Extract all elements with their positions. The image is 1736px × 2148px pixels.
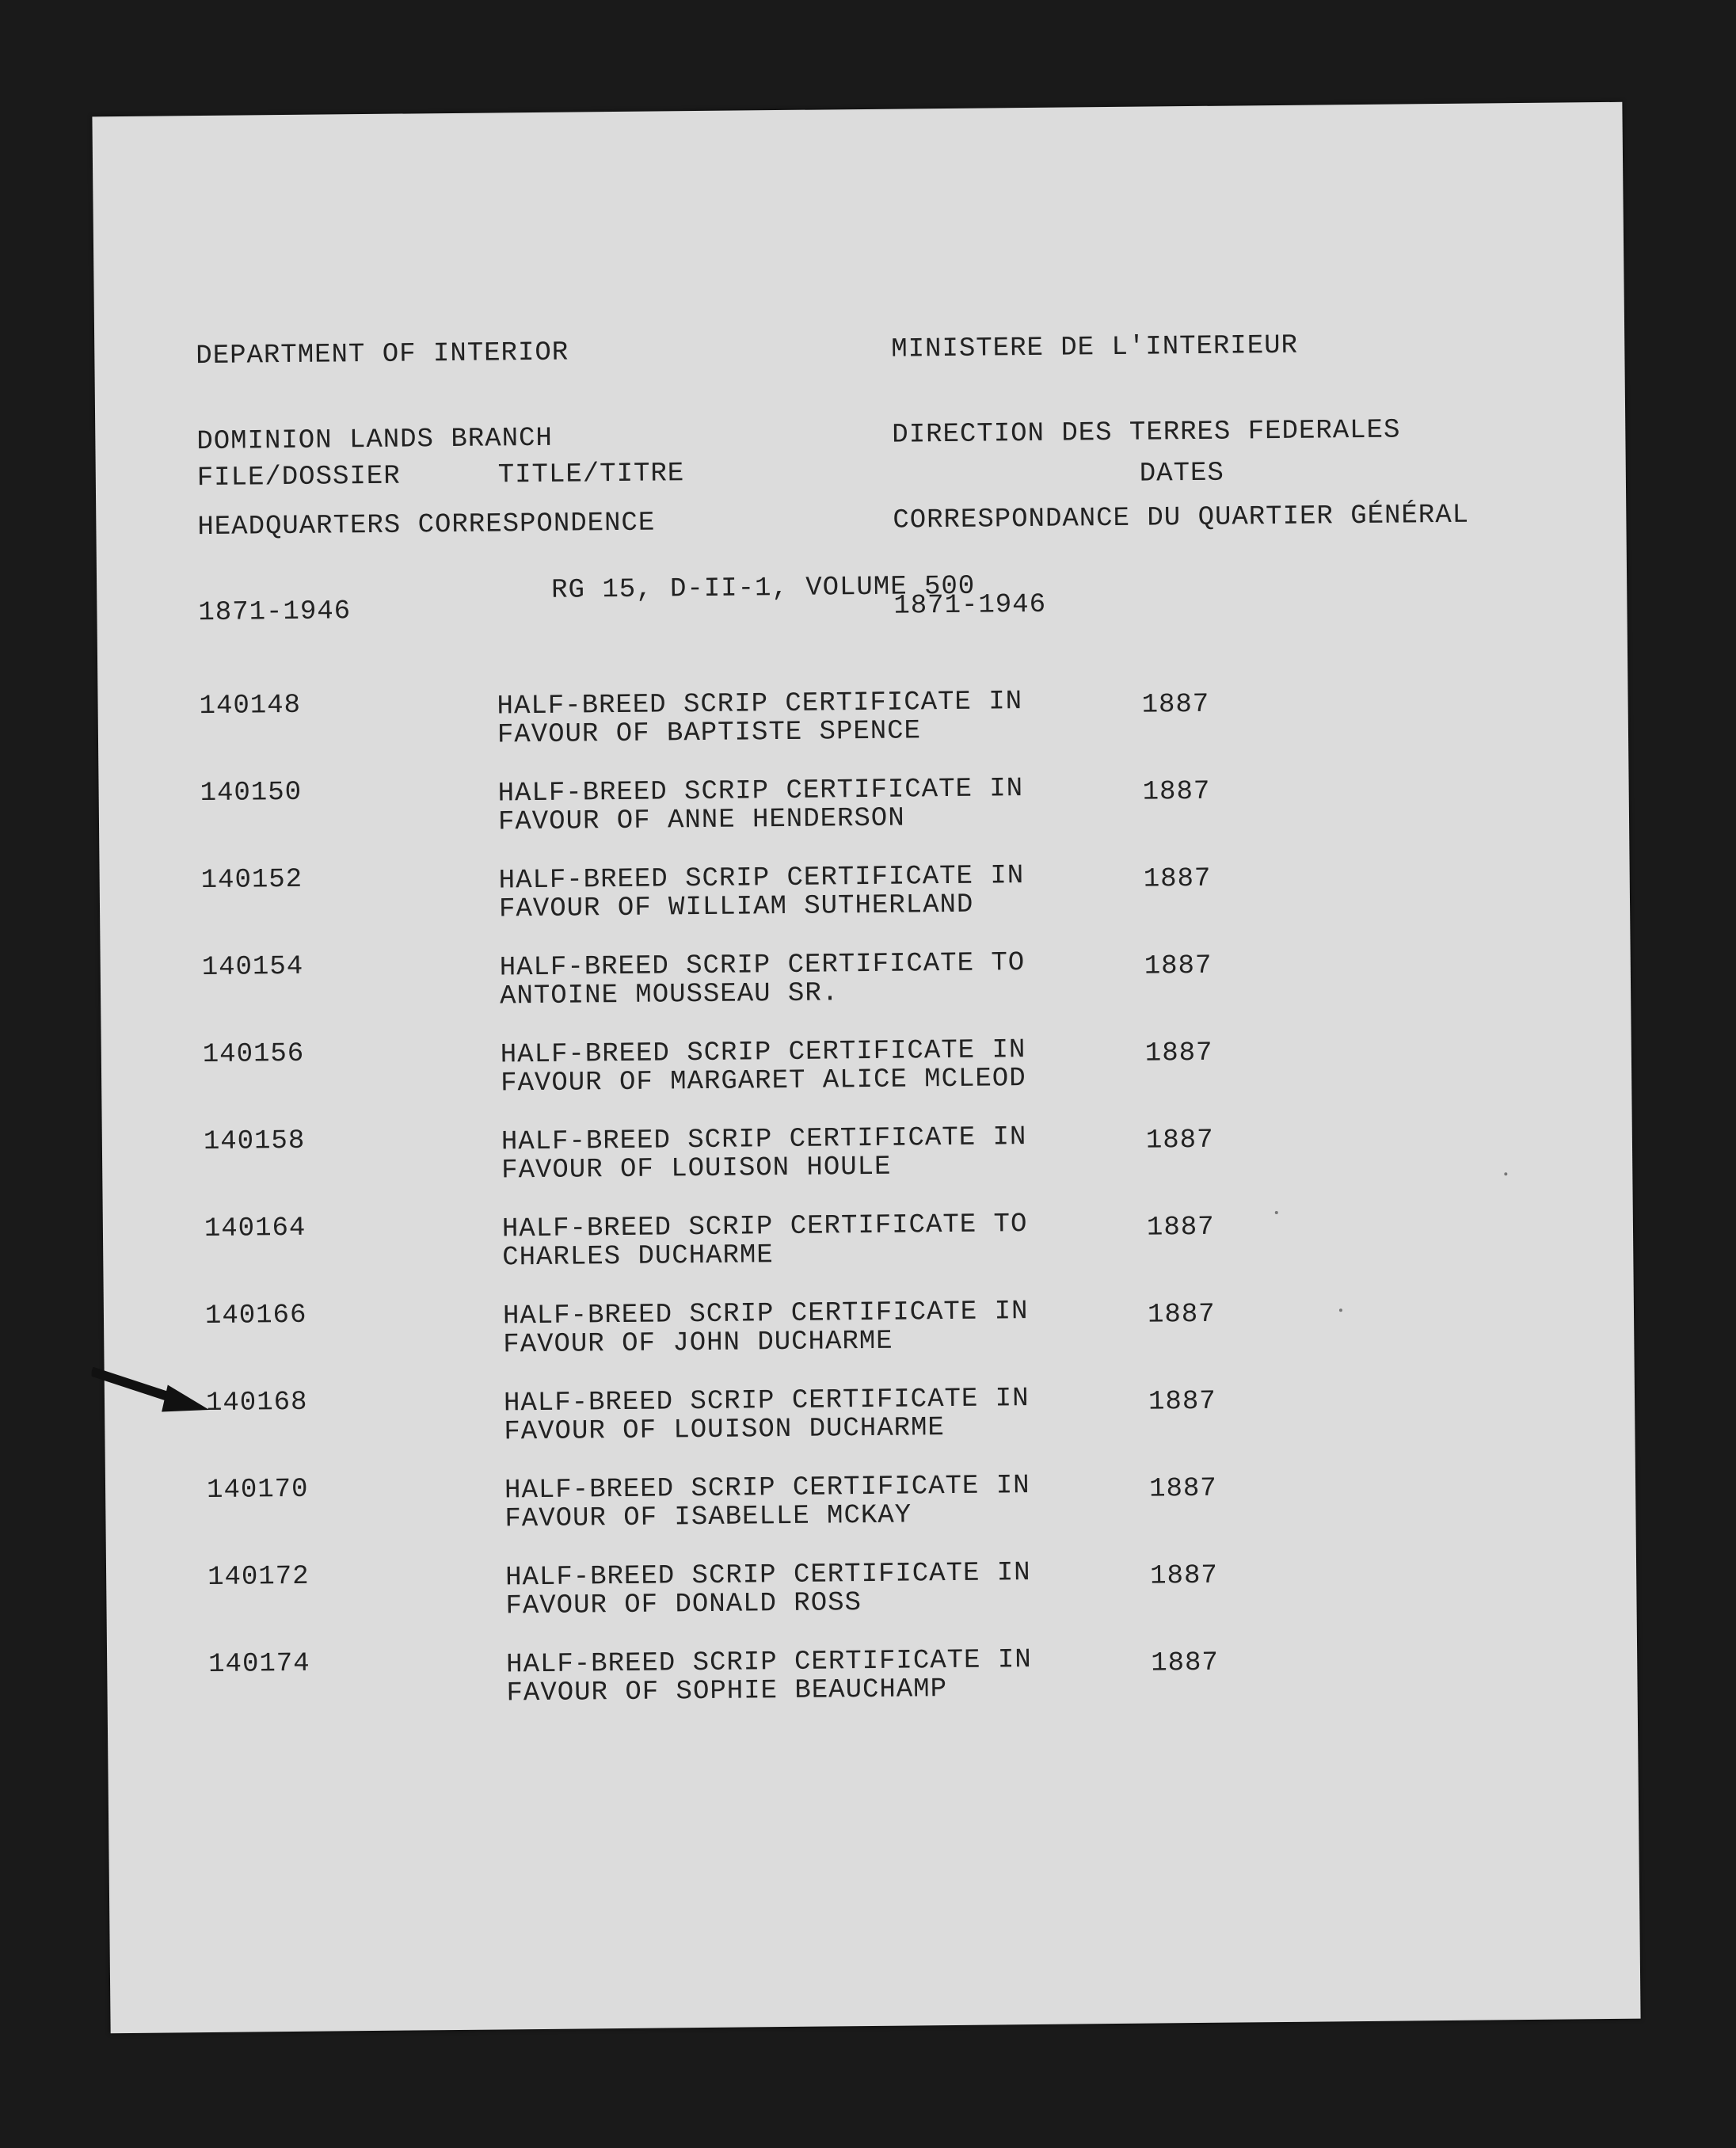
entry-title-line: HALF-BREED SCRIP CERTIFICATE IN: [502, 1297, 1029, 1332]
table-row: [106, 1550, 1637, 1652]
entry-title: [505, 1559, 1031, 1621]
entry-title-line: ANTOINE MOUSSEAU SR.: [499, 978, 839, 1012]
header-french-line: DIRECTION DES TERRES FEDERALES: [892, 415, 1401, 451]
document-page: [92, 102, 1640, 2033]
entry-title-line: FAVOUR OF WILLIAM SUTHERLAND: [498, 889, 974, 925]
entry-title-line: HALF-BREED SCRIP CERTIFICATE TO: [501, 1209, 1028, 1245]
entry-title-line: FAVOUR OF ANNE HENDERSON: [497, 803, 905, 838]
entry-title: [506, 1646, 1032, 1708]
entry-title-line: FAVOUR OF LOUISON DUCHARME: [504, 1413, 946, 1448]
table-row: [107, 1637, 1638, 1739]
column-header-dates: DATES: [1139, 458, 1225, 489]
table-row: [98, 766, 1629, 868]
file-number: 140150: [200, 777, 303, 809]
file-number: 140154: [201, 951, 304, 984]
table-row: [105, 1463, 1636, 1565]
arrow-pointer-icon: [92, 1365, 211, 1414]
entry-date: 1887: [1146, 1212, 1215, 1243]
entry-title-line: CHARLES DUCHARME: [502, 1240, 774, 1274]
file-number: 140166: [204, 1300, 307, 1332]
column-header-file: FILE/DOSSIER: [196, 461, 401, 494]
entry-title-line: HALF-BREED SCRIP CERTIFICATE TO: [499, 948, 1026, 984]
file-number: 140170: [206, 1474, 309, 1506]
table-row: [102, 1114, 1633, 1217]
table-row: [100, 853, 1631, 955]
entry-title-line: FAVOUR OF LOUISON HOULE: [501, 1152, 892, 1186]
file-number: 140156: [202, 1038, 305, 1071]
entry-list: [97, 679, 1638, 1739]
paper-speck: [1339, 1308, 1342, 1312]
entry-title: [499, 862, 1025, 924]
entry-title: [503, 1297, 1029, 1359]
file-number: 140148: [199, 690, 302, 722]
entry-title-line: FAVOUR OF MARGARET ALICE MCLEOD: [500, 1064, 1026, 1099]
entry-title: [504, 1472, 1030, 1533]
volume-reference: RG 15, D-II-1, VOLUME 500: [551, 571, 976, 606]
header-french-line: CORRESPONDANCE DU QUARTIER GÉNÉRAL: [893, 500, 1470, 536]
entry-date: 1887: [1150, 1560, 1218, 1592]
entry-title-line: HALF-BREED SCRIP CERTIFICATE IN: [498, 861, 1025, 897]
table-row: [103, 1202, 1634, 1304]
header-english-line: DOMINION LANDS BRANCH: [196, 423, 554, 458]
table-row: [101, 940, 1631, 1042]
column-header-title: TITLE/TITRE: [497, 459, 685, 491]
file-number: 140164: [204, 1213, 306, 1245]
file-number: 140168: [205, 1387, 308, 1419]
entry-title-line: HALF-BREED SCRIP CERTIFICATE IN: [503, 1384, 1030, 1419]
header-english-line: 1871-1946: [198, 596, 352, 629]
file-number: 140158: [203, 1125, 306, 1158]
file-number: 140172: [207, 1561, 310, 1594]
entry-title-line: HALF-BREED SCRIP CERTIFICATE IN: [500, 1035, 1026, 1071]
entry-date: 1887: [1151, 1647, 1220, 1679]
entry-title: [504, 1384, 1030, 1446]
entry-date: 1887: [1142, 776, 1211, 808]
header-english-line: HEADQUARTERS CORRESPONDENCE: [197, 508, 656, 543]
entry-title-line: FAVOUR OF ISABELLE MCKAY: [504, 1500, 912, 1535]
entry-date: 1887: [1148, 1386, 1216, 1418]
table-row: [97, 679, 1628, 781]
entry-date: 1887: [1147, 1299, 1216, 1331]
header-french-line: MINISTERE DE L'INTERIEUR: [891, 330, 1299, 365]
entry-title-line: HALF-BREED SCRIP CERTIFICATE IN: [497, 774, 1024, 809]
entry-title: [500, 949, 1026, 1011]
entry-title-line: FAVOUR OF JOHN DUCHARME: [503, 1326, 893, 1361]
entry-title-line: HALF-BREED SCRIP CERTIFICATE IN: [506, 1645, 1032, 1681]
entry-title: [497, 687, 1022, 749]
entry-date: 1887: [1143, 863, 1212, 895]
header-english-line: DEPARTMENT OF INTERIOR: [196, 337, 569, 372]
entry-date: 1887: [1141, 689, 1210, 721]
entry-title: [497, 775, 1023, 836]
file-number: 140174: [208, 1648, 310, 1681]
entry-date: 1887: [1144, 1038, 1213, 1069]
file-number: 140152: [200, 864, 303, 897]
entry-date: 1887: [1145, 1125, 1214, 1156]
entry-date: 1887: [1148, 1473, 1217, 1505]
table-row: [101, 1027, 1632, 1129]
entry-title-line: HALF-BREED SCRIP CERTIFICATE IN: [497, 687, 1023, 722]
entry-title-line: FAVOUR OF SOPHIE BEAUCHAMP: [506, 1674, 948, 1709]
entry-title: [502, 1210, 1028, 1272]
paper-speck: [1275, 1211, 1278, 1214]
paper-speck: [1504, 1172, 1507, 1175]
header-french-line: 1871-1946: [893, 589, 1047, 622]
entry-title: [501, 1123, 1027, 1185]
table-row: [105, 1376, 1635, 1478]
entry-title-line: HALF-BREED SCRIP CERTIFICATE IN: [501, 1122, 1027, 1158]
entry-title-line: FAVOUR OF BAPTISTE SPENCE: [497, 716, 922, 751]
entry-title-line: HALF-BREED SCRIP CERTIFICATE IN: [504, 1558, 1031, 1594]
entry-title-line: HALF-BREED SCRIP CERTIFICATE IN: [504, 1471, 1030, 1506]
entry-date: 1887: [1144, 950, 1213, 982]
table-row: [104, 1289, 1635, 1391]
entry-title-line: FAVOUR OF DONALD ROSS: [505, 1588, 862, 1622]
entry-title: [501, 1036, 1026, 1098]
